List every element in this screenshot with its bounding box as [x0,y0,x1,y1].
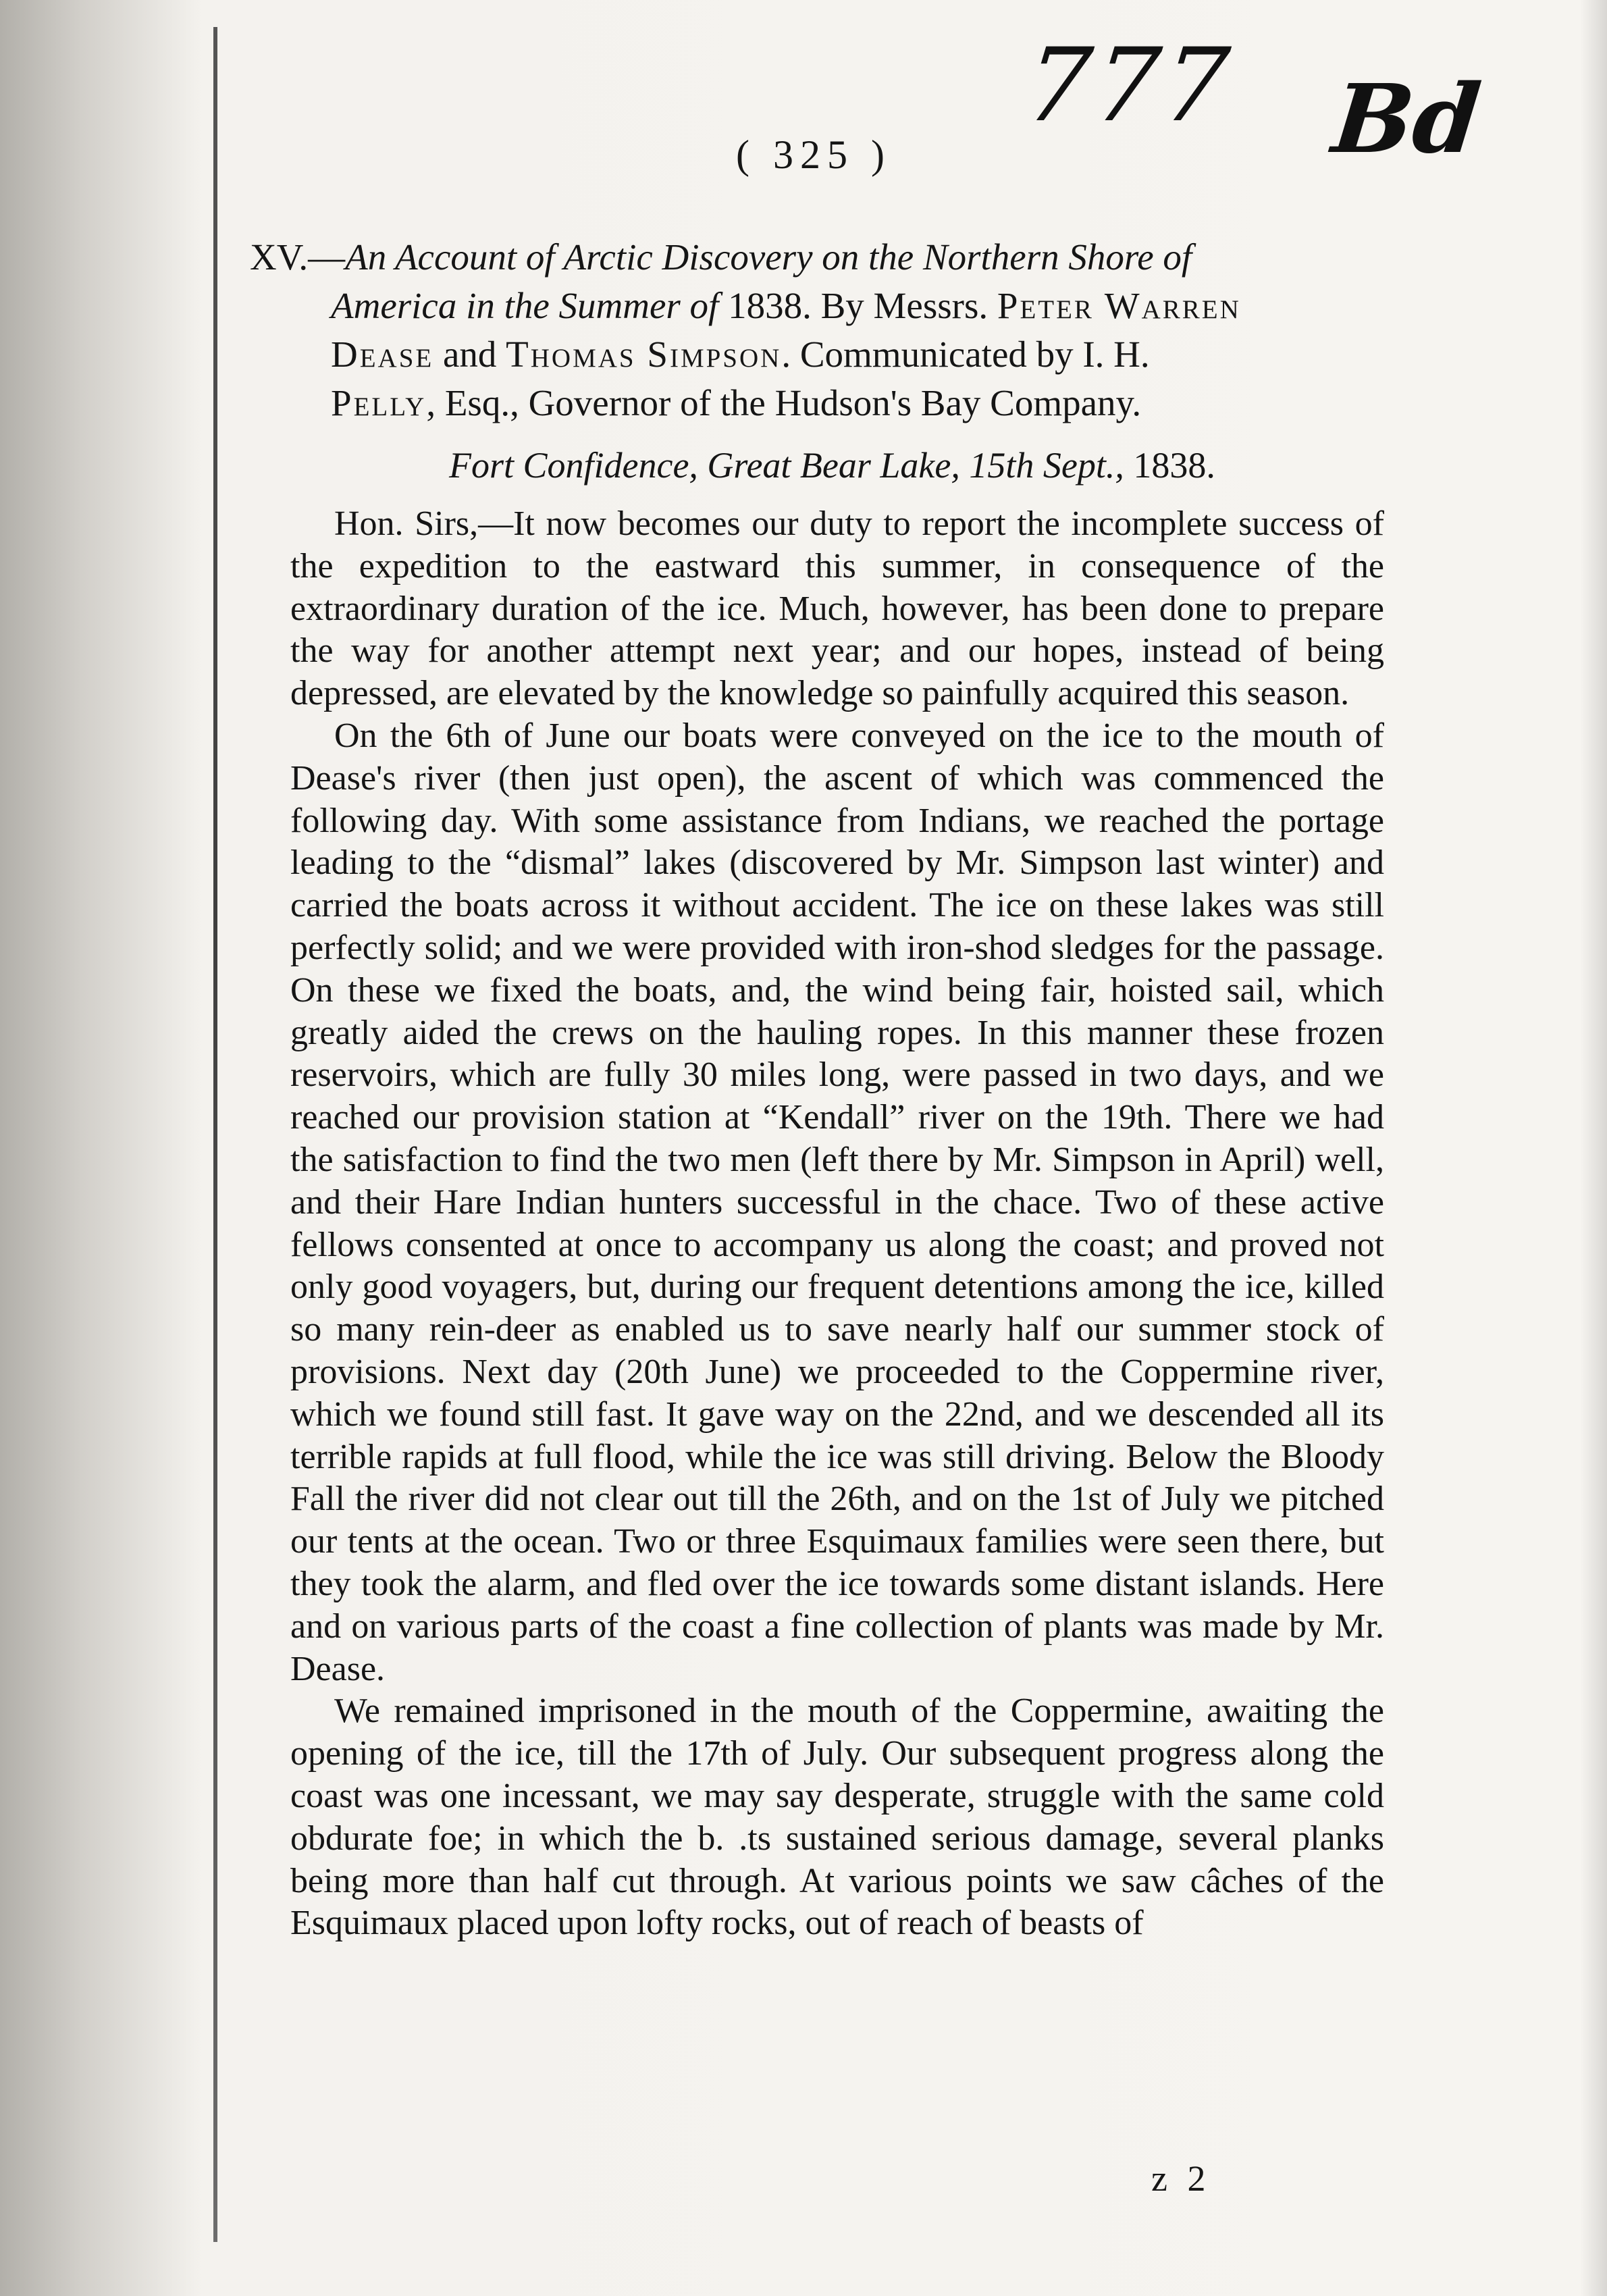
handwritten-code: Bd [1327,64,1485,175]
title-author1-surname: Dease [331,334,434,375]
page-edge-shadow [1580,0,1607,2296]
title-line2-italic: America in the Summer of [331,285,719,326]
title-line1-text: An Account of Arctic Discovery on the Northern Shore of [345,236,1192,278]
title-line2-rest: 1838. By Messrs. [718,285,997,326]
gutter-shadow [0,0,203,2296]
title-line3-rest: . Communicated by I. H. [781,334,1150,375]
paragraph: We remained imprisoned in the mouth of the Coppermine, awaiting the opening of the ice, till the 17th of July. Our subsequent progress along the coast was one incessant, we may say desperate, struggle with the same cold obdurate foe; in which the b. .ts sustained serious damage, several planks being more than half cut through. At various points we saw câches of the Esquimaux placed upon lofty rocks, out of reach of beasts of [290,1692,1384,1943]
title-numeral: XV.— [250,236,346,278]
title-and: and [433,334,506,375]
title-line-3 [250,330,1398,379]
paragraph: On the 6th of June our boats were conveyed on the ice to the mouth of Dease's river (then just open), the ascent of which was commenced the following day. With some assistance from Indians, we reached the portage leading to the “dismal” lakes (discovered by Mr. Simpson last winter) and carried the boats across it without accident. The ice on these lakes was still perfectly solid; and we were provided with iron-shod sledges for the passage. On these we fixed the boats, and, the wind being fair, hoisted sail, which greatly aided the crews on the hauling ropes. In this manner these frozen reservoirs, which are fully 30 miles long, were passed in two days, and we reached our provision station at “Kendall” river on the 19th. There we had the satisfaction to find the two men (left there by Mr. Simpson in April) well, and their Hare Indian hunters successful in the chace. Two of these active fellows consented at once to accompany us along the coast; and proved not only good voyagers, but, during our frequent detentions among the ice, killed so many rein-deer as enabled us to save nearly half our summer stock of provisions. Next day (20th June) we proceeded to the Coppermine river, which we found still fast. It gave way on the 22nd, and we descended all its terrible rapids at full flood, while the ice was still driving. Below the Bloody Fall the river did not clear out till the 26th, and on the 1st of July we pitched our tents at the ocean. Two or three Esquimaux families were seen there, but they took the alarm, and fled over the ice towards some distant islands. Here and on various parts of the coast a fine collection of plants was made by Mr. Dease. [290,716,1384,1688]
article-body [290,503,1384,1945]
dateline-place: Fort Confidence, Great Bear Lake, 15th Sept., [449,445,1124,486]
signature-mark: z 2 [1151,2158,1211,2199]
paragraph: Hon. Sirs,—It now becomes our duty to report the incomplete success of the expedition to the eastward this summer, in consequence of the extraordinary duration of the ice. Much, however, has been done to prepare the way for another attempt next year; and our hopes, instead of being depressed, are elevated by the knowledge so painfully acquired this season. [290,504,1384,713]
title-line-4 [250,379,1398,427]
title-author1: Peter Warren [997,285,1241,326]
page-number: ( 325 ) [736,132,891,177]
dateline-year: 1838. [1124,445,1215,486]
title-author2: Thomas Simpson [506,334,782,375]
title-communicator: Pelly [331,382,427,423]
title-line-1 [250,233,1398,282]
title-line-2 [250,282,1398,330]
binding-edge [213,27,217,2242]
handwritten-catalog-number: 777 [1020,27,1238,145]
article-title [250,233,1398,427]
title-line4-rest: , Esq., Governor of the Hudson's Bay Company. [426,382,1142,423]
dateline [449,444,1215,486]
